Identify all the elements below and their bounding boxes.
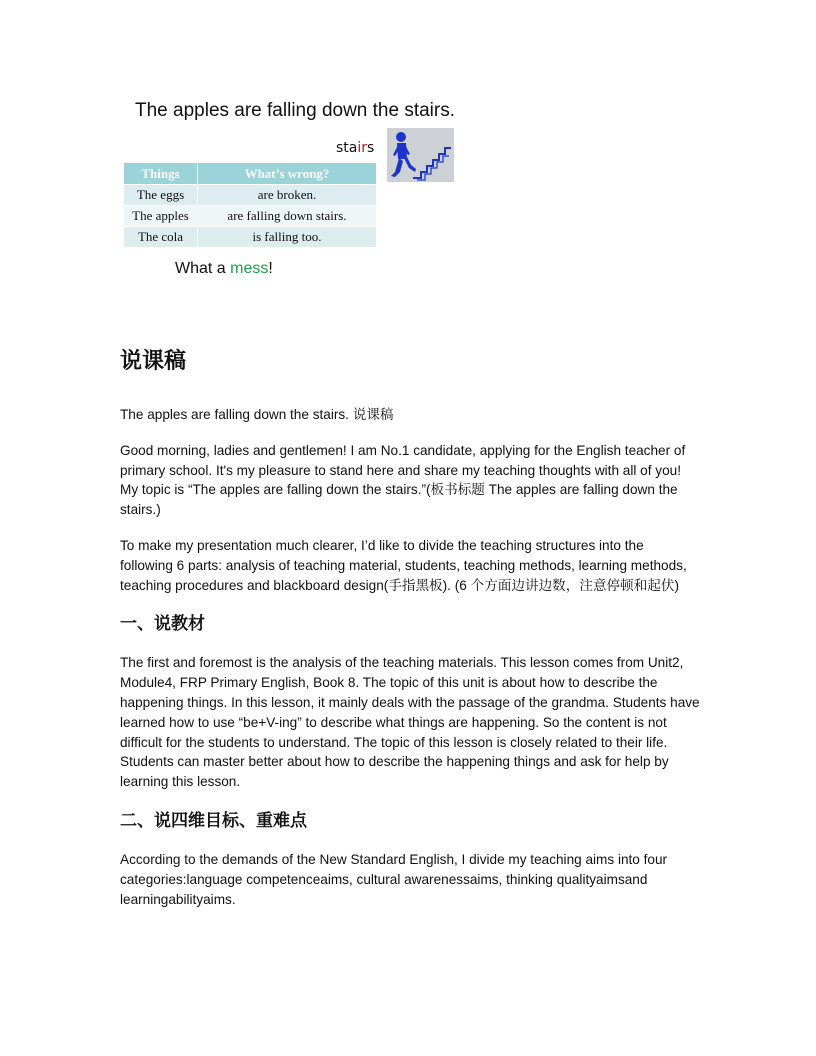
- mess-pre: What a: [175, 260, 231, 277]
- section1-heading: 一、说教材: [120, 614, 205, 635]
- doc-subtitle: The apples are falling down the stairs. 说课稿: [120, 407, 394, 422]
- mess-word: mess: [230, 260, 269, 277]
- document-body: [120, 345, 700, 925]
- table-cell: The apples: [124, 206, 198, 227]
- section1-paragraph: The first and foremost is the analysis of the teaching materials. This lesson comes from Unit2, Module4, FRP Primary English, Book 8. The topic of this unit is about how to describe the happening things. In this lesson, it mainly deals with the passage of the grandma. Students have learned how to use “be+V-ing” to describe what things are happening. So the content is not difficult for the students to understand. The topic of this lesson is closely related to their life. Students can master better about how to describe the happening things and ask for help by learning this lesson.: [120, 655, 700, 790]
- section2-paragraph: According to the demands of the New Standard English, I divide my teaching aims into four categories:language competenceaims, cultural awarenessaims, thinking qualityaimsand learningabilityaims.: [120, 851, 668, 907]
- slide-title: The apples are falling down the stairs.: [135, 100, 456, 121]
- table-cell: The cola: [124, 227, 198, 248]
- table-row: [124, 206, 377, 227]
- mess-post: !: [268, 260, 273, 277]
- table-header-cell: Things: [124, 163, 198, 185]
- table-cell: are falling down stairs.: [198, 206, 377, 227]
- table-header-cell: What’s wrong?: [198, 163, 377, 185]
- stairs-word-post: s: [367, 140, 375, 156]
- structure-paragraph: To make my presentation much clearer, I’d like to divide the teaching structures into the following 6 parts: analysis of teaching material, students, teaching methods, learning methods, teaching procedures and blackboard design(手指黑板). (6 个方面边讲边数，注意停顿和起伏): [120, 537, 687, 593]
- section2-heading: 二、说四维目标、重难点: [120, 810, 307, 831]
- table-cell: are broken.: [198, 185, 377, 206]
- table-cell: is falling too.: [198, 227, 377, 248]
- mess-line: [175, 260, 273, 278]
- table-header-row: [124, 163, 377, 185]
- walking-upstairs-icon: [387, 128, 454, 182]
- intro-paragraph: Good morning, ladies and gentlemen! I am No.1 candidate, applying for the English teacher of primary school. It's my pleasure to stand here and share my teaching thoughts with all of you! My topic is “The apples are falling down the stairs.”(板书标题 The apples are falling down the stairs.): [120, 442, 686, 518]
- table-row: [124, 185, 377, 206]
- stairs-word-red: ir: [357, 140, 368, 156]
- doc-heading: 说课稿: [120, 349, 187, 374]
- table-cell: The eggs: [124, 185, 198, 206]
- stairs-word-pre: sta: [336, 140, 358, 156]
- table-row: [124, 227, 377, 248]
- things-table: [124, 163, 377, 248]
- stairs-word: [336, 140, 374, 156]
